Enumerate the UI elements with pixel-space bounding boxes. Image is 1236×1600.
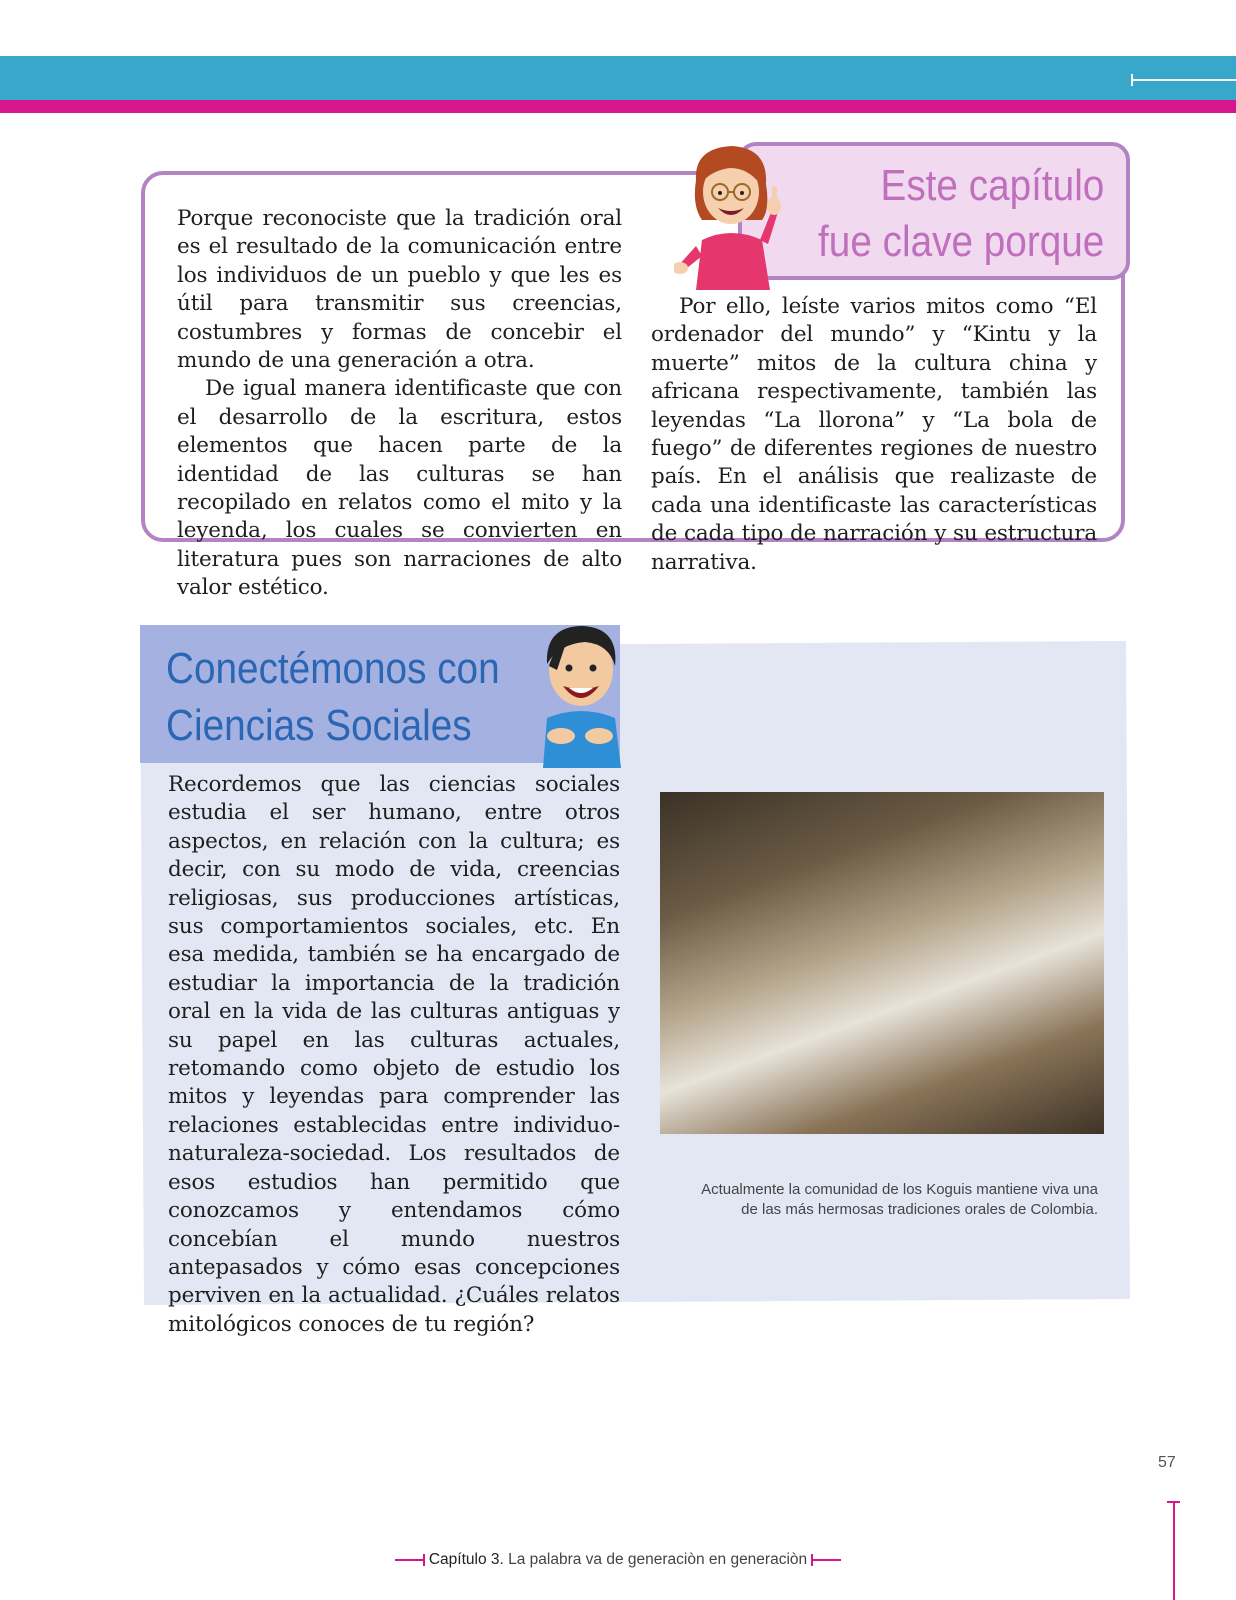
clave-paragraph-2: De igual manera identificaste que con el desarrollo de la escritura, estos elementos que hacen parte de la identidad de las culturas se han recopilado en relatos como el mito y la leyenda, los cuales se convierten en literatura pues son narraciones de alto valor estético. bbox=[177, 376, 622, 601]
footer bbox=[0, 1551, 1236, 1569]
footer-dash-left bbox=[395, 1559, 425, 1561]
header-line bbox=[1131, 79, 1236, 81]
footer-chapter-label: Capítulo 3. bbox=[428, 1551, 504, 1568]
clave-title bbox=[818, 158, 1104, 270]
clave-right-column bbox=[651, 293, 1097, 577]
social-title-line2: Ciencias Sociales bbox=[166, 701, 472, 750]
clave-left-column bbox=[177, 205, 622, 603]
social-paragraph: Recordemos que las ciencias sociales estudia el ser humano, entre otros aspectos, en relación con la cultura; es decir, con su modo de vida, creencias religiosas, sus producciones artísticas, sus comportamientos sociales, etc. En esa medida, también se ha encargado de estudiar la importancia de la tradición oral en la vida de las culturas antiguas y su papel en las culturas actuales, retomando como objeto de estudio los mitos y leyendas para comprender las relaciones establecidas entre individuo-naturaleza-sociedad. Los resultados de esos estudios han permitido que conozcamos y entendamos cómo concebían el mundo nuestros antepasados y cómo esas concepciones perviven en la actualidad. ¿Cuáles relatos mitológicos conoces de tu región? bbox=[168, 772, 620, 1337]
clave-title-line1: Este capítulo bbox=[880, 161, 1104, 210]
photo-caption-line1: Actualmente la comunidad de los Koguis mantiene viva una bbox=[701, 1181, 1098, 1198]
header-stripe bbox=[0, 100, 1236, 113]
clave-paragraph-1: Porque reconociste que la tradición oral es el resultado de la comunicación entre los individuos de un pueblo y que les es útil para transmitir sus creencias, costumbres y formas de concebir el mundo de una generación a otra. bbox=[177, 206, 622, 374]
social-title bbox=[166, 640, 500, 754]
photo-caption bbox=[660, 1180, 1098, 1220]
clave-paragraph-3: Por ello, leíste varios mitos como “El ordenador del mundo” y “Kintu y la muerte” mitos de la cultura china y africana respectivamente, también las leyendas “La llorona” y “La bola de fuego” de diferentes regiones de nuestro país. En el análisis que realizaste de cada una identificaste las características de cada tipo de narración y su estructura narrativa. bbox=[651, 294, 1097, 575]
footer-chapter-title: La palabra va de generaciòn en generaciòn bbox=[508, 1551, 808, 1568]
page-number: 57 bbox=[1158, 1454, 1176, 1471]
girl-character-icon bbox=[674, 140, 794, 290]
social-title-line1: Conectémonos con bbox=[166, 644, 500, 693]
footer-dash-right bbox=[811, 1559, 841, 1561]
boy-character-icon bbox=[535, 620, 625, 768]
clave-title-line2: fue clave porque bbox=[817, 217, 1104, 266]
clave-header bbox=[738, 142, 1130, 280]
social-text-column bbox=[168, 771, 620, 1339]
header-tick bbox=[1131, 74, 1133, 86]
header-band bbox=[0, 56, 1236, 100]
koguis-photo bbox=[660, 792, 1104, 1134]
photo-caption-line2: de las más hermosas tradiciones orales de Colombia. bbox=[741, 1201, 1098, 1218]
